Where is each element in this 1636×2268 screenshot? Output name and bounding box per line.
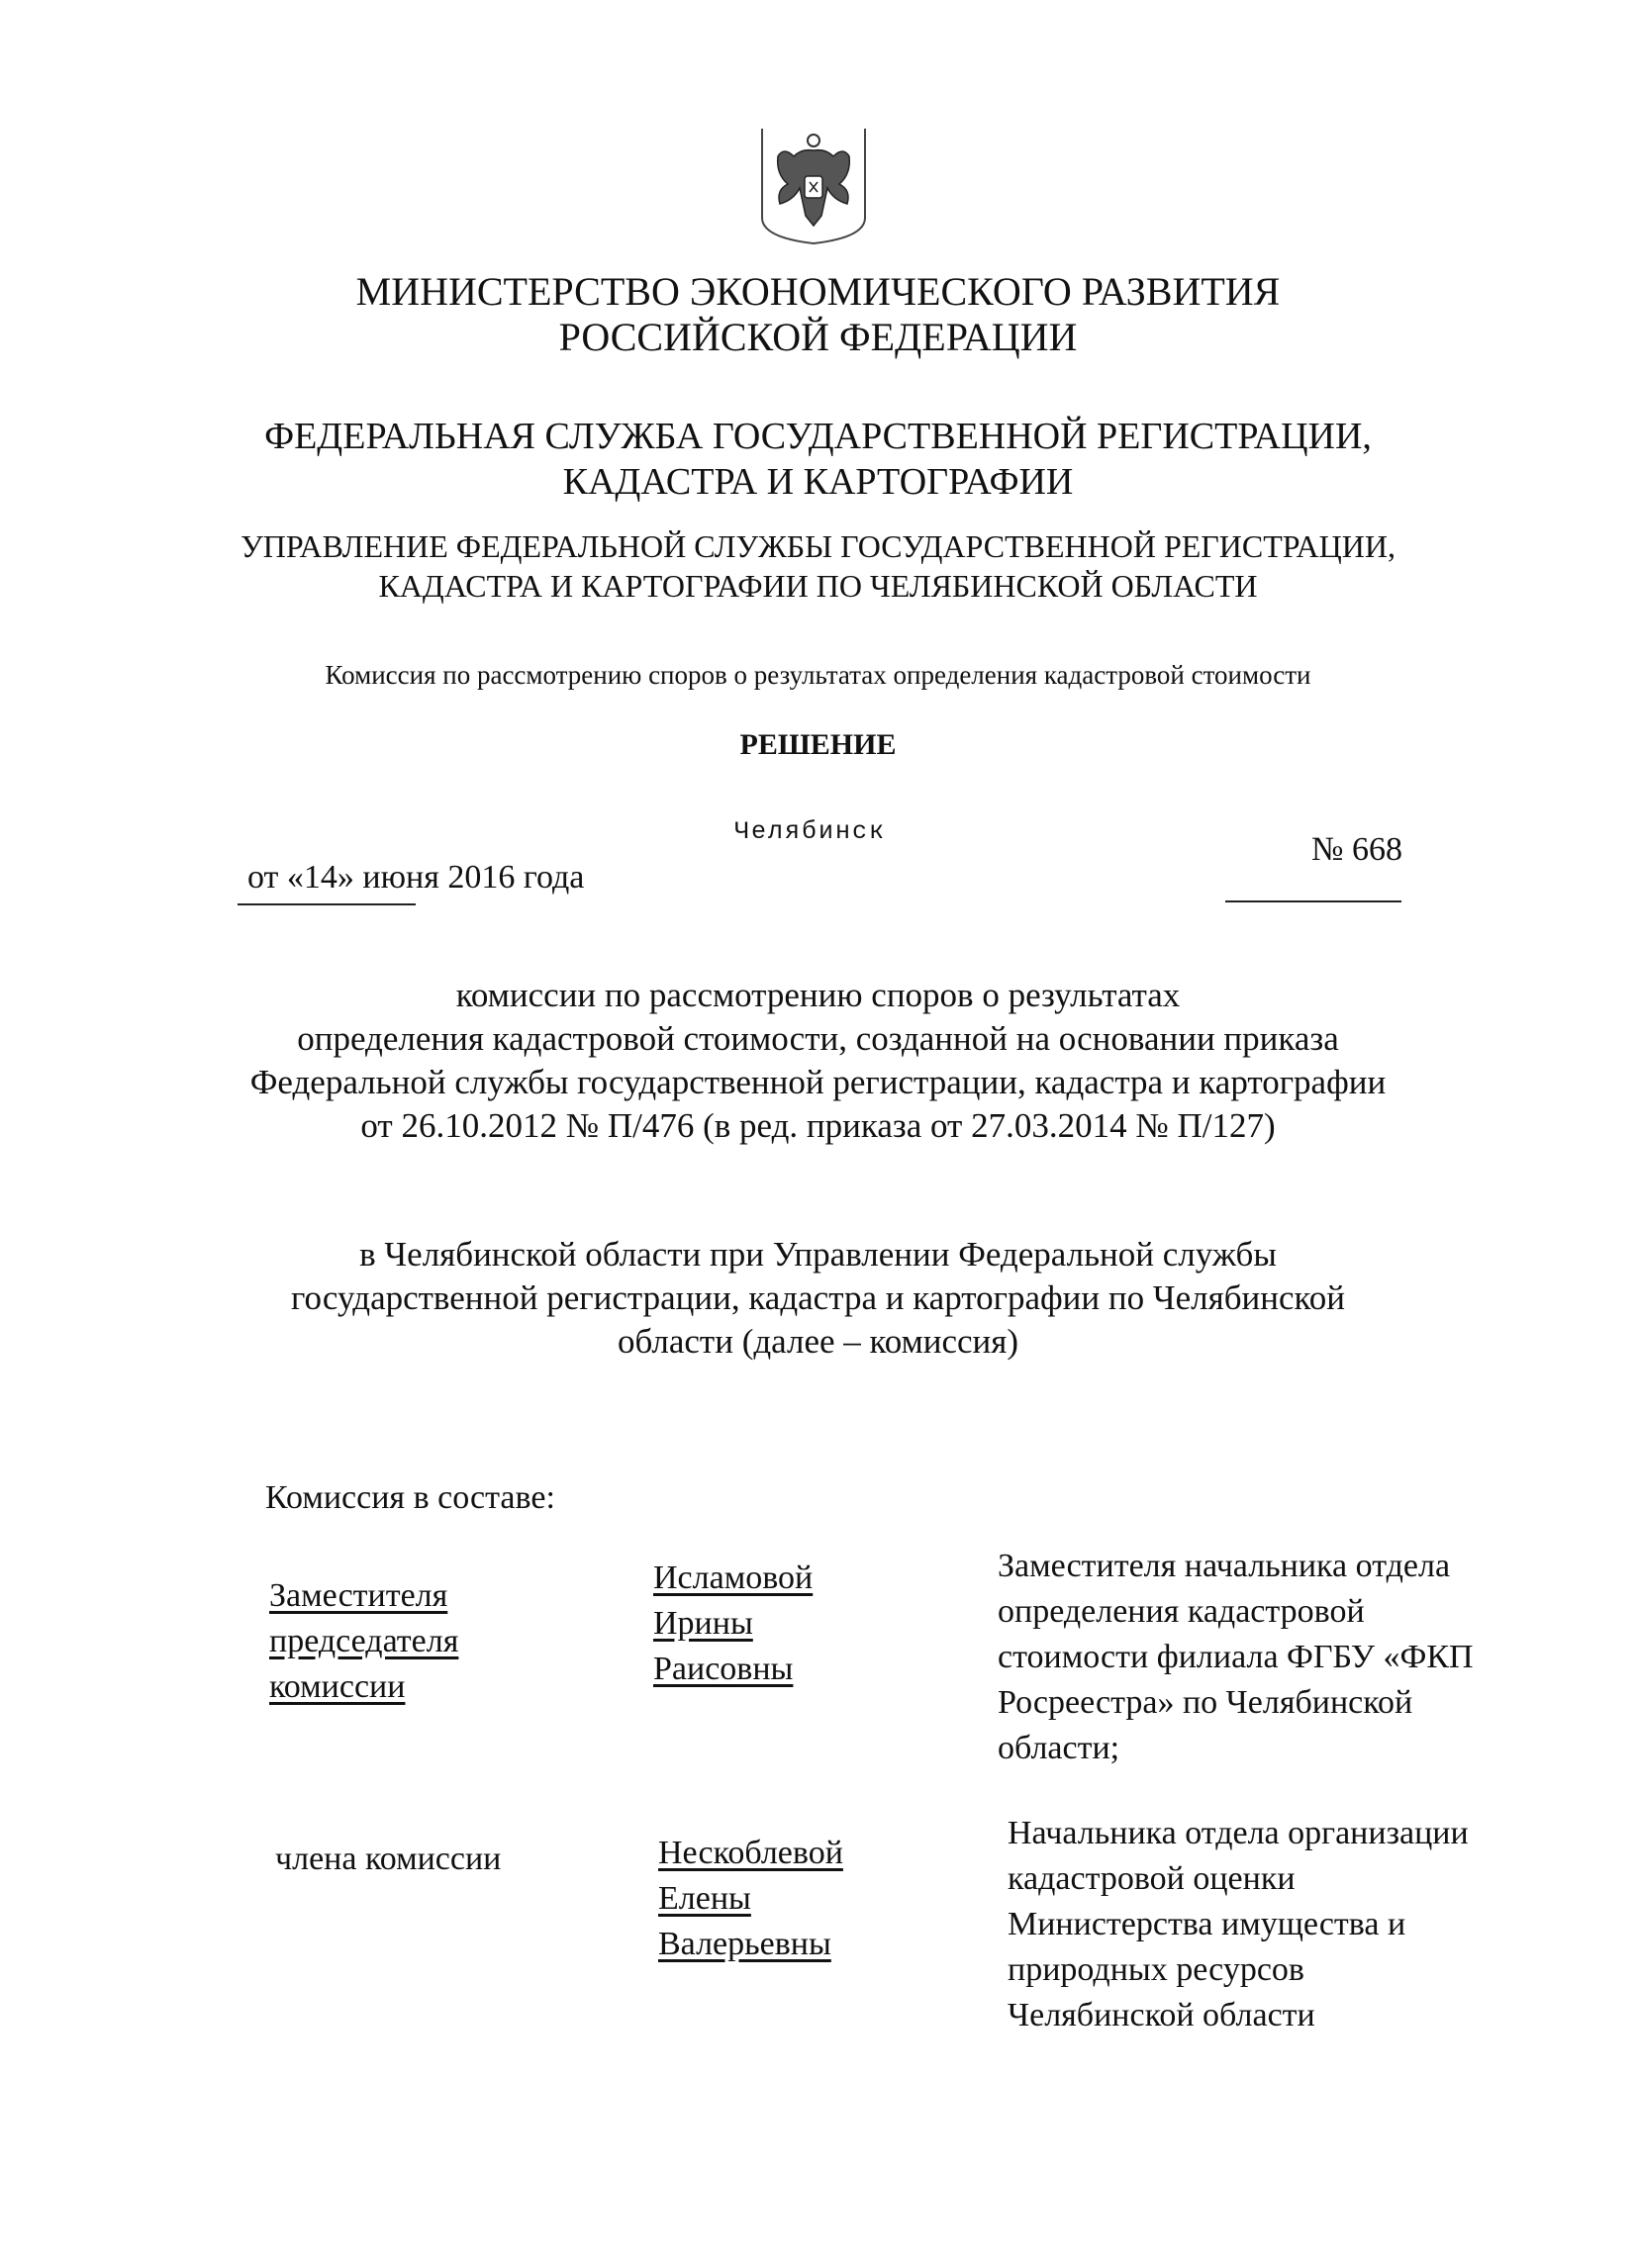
composition-label: Комиссия в составе:: [265, 1479, 555, 1516]
member-position-line: Начальника отдела организации: [1008, 1815, 1469, 1851]
paragraph-line: государственной регистрации, кадастра и картографии по Челябинской: [291, 1278, 1345, 1317]
document-date: от «14» июня 2016 года: [247, 859, 585, 896]
department-heading-line: УПРАВЛЕНИЕ ФЕДЕРАЛЬНОЙ СЛУЖБЫ ГОСУДАРСТВЕННОЙ РЕГИСТРАЦИИ,: [241, 528, 1395, 564]
department-heading-line: КАДАСТРА И КАРТОГРАФИИ ПО ЧЕЛЯБИНСКОЙ ОБЛАСТИ: [378, 568, 1258, 604]
paragraph-line: комиссии по рассмотрению споров о результатах: [455, 976, 1181, 1014]
member-name-line: Ирины: [653, 1605, 753, 1642]
member-name-line: Валерьевны: [658, 1926, 831, 1962]
member-name-line: Раисовны: [653, 1651, 794, 1687]
member-role-line: Заместителя: [269, 1577, 448, 1614]
paragraph-line: Федеральной службы государственной регистрации, кадастра и картографии: [249, 1063, 1387, 1101]
member-name: [658, 1831, 843, 1967]
member-position-line: определения кадастровой: [998, 1593, 1365, 1630]
member-position: [1008, 1811, 1469, 2038]
paragraph-line: определения кадастровой стоимости, созданной на основании приказа: [297, 1019, 1339, 1058]
member-role: [275, 1837, 501, 1882]
member-position-line: Челябинской области: [1008, 1997, 1315, 2033]
member-name-line: Елены: [658, 1880, 751, 1917]
document-title: РЕШЕНИЕ: [739, 728, 897, 761]
document-number: № 668: [1311, 831, 1402, 868]
ministry-heading-line: МИНИСТЕРСТВО ЭКОНОМИЧЕСКОГО РАЗВИТИЯ: [355, 269, 1281, 314]
member-position-line: Заместителя начальника отдела: [998, 1548, 1451, 1584]
department-heading: [0, 526, 1636, 606]
member-position-line: Министерства имущества и: [1008, 1906, 1406, 1942]
date-underline: [238, 903, 416, 905]
commission-basis-paragraph: [0, 974, 1636, 1148]
member-role: [269, 1573, 458, 1710]
service-heading-line: ФЕДЕРАЛЬНАЯ СЛУЖБА ГОСУДАРСТВЕННОЙ РЕГИСТРАЦИИ,: [264, 416, 1372, 457]
coat-of-arms-icon: [754, 127, 873, 245]
paragraph-line: области (далее – комиссия): [617, 1322, 1019, 1361]
member-role-line: члена комиссии: [275, 1841, 502, 1877]
ministry-heading: [0, 269, 1636, 360]
member-name-line: Нескоблевой: [658, 1835, 843, 1871]
paragraph-line: от 26.10.2012 № П/476 (в ред. приказа от 27.03.2014 № П/127): [360, 1106, 1276, 1145]
service-heading: [0, 414, 1636, 505]
ministry-heading-line: РОССИЙСКОЙ ФЕДЕРАЦИИ: [558, 315, 1078, 359]
city: Челябинск: [734, 817, 887, 846]
member-name-line: Исламовой: [653, 1559, 814, 1596]
member-position: [998, 1544, 1474, 1771]
member-position-line: Росреестра» по Челябинской: [998, 1684, 1413, 1721]
commission-name: Комиссия по рассмотрению споров о результатах определения кадастровой стоимости: [325, 660, 1311, 690]
member-role-line: комиссии: [269, 1668, 406, 1705]
service-heading-line: КАДАСТРА И КАРТОГРАФИИ: [562, 461, 1074, 503]
member-position-line: области;: [998, 1730, 1120, 1766]
member-role-line: председателя: [269, 1623, 459, 1659]
paragraph-line: в Челябинской области при Управлении Федеральной службы: [359, 1235, 1277, 1274]
member-position-line: кадастровой оценки: [1008, 1860, 1296, 1897]
member-position-line: стоимости филиала ФГБУ «ФКП: [998, 1639, 1474, 1675]
commission-location-paragraph: [0, 1233, 1636, 1364]
number-underline: [1225, 900, 1401, 902]
member-position-line: природных ресурсов: [1008, 1951, 1304, 1988]
member-name: [653, 1556, 813, 1692]
